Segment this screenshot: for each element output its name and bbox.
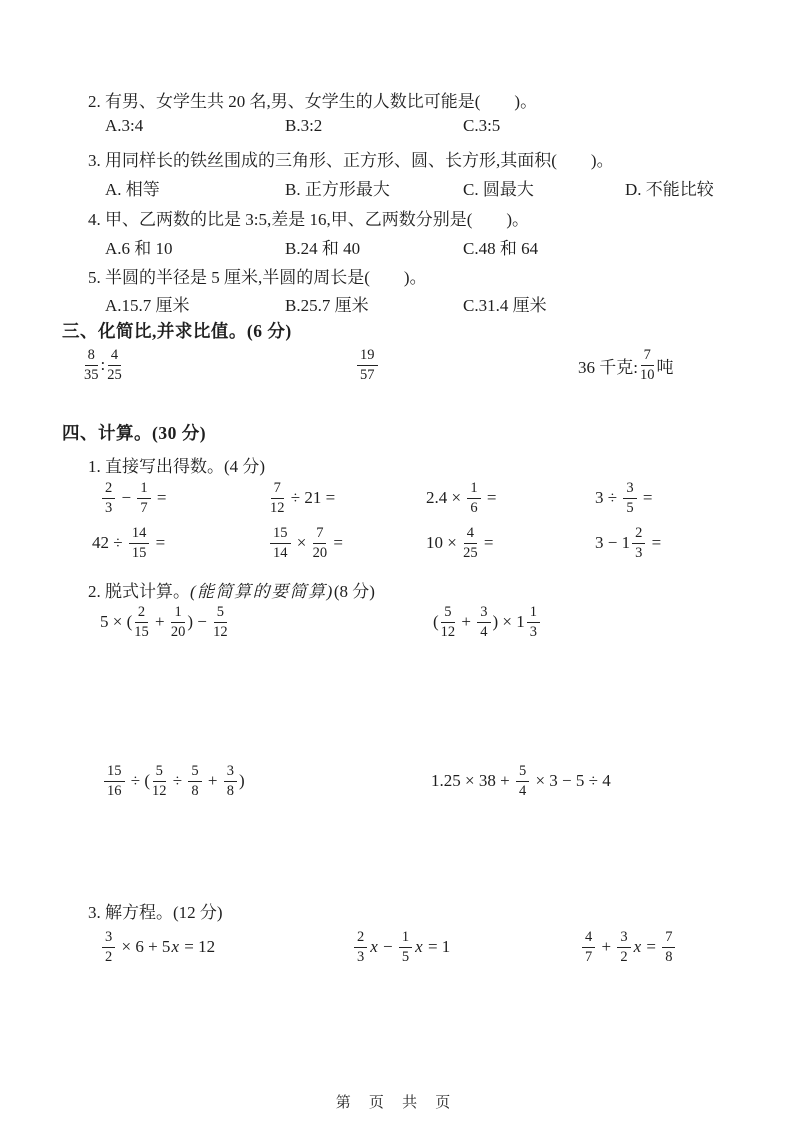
math-text: 10 × <box>426 533 462 552</box>
math-text: 2.4 × <box>426 488 466 507</box>
fraction-denominator: 7 <box>140 499 148 516</box>
fraction-numerator: 3 <box>102 929 115 948</box>
fraction <box>107 347 122 383</box>
math-text: ÷ ( <box>126 771 150 790</box>
offform-item-3 <box>102 759 245 803</box>
fraction <box>399 929 412 965</box>
fraction <box>467 480 480 516</box>
offform-item-2 <box>433 600 542 644</box>
direct-computation-heading: 1. 直接写出得数。(4 分) <box>88 457 266 476</box>
math-text: 吨 <box>656 357 674 377</box>
fraction-denominator: 12 <box>213 623 228 640</box>
math-text: ÷ <box>168 771 187 790</box>
fraction <box>516 763 529 799</box>
fraction <box>137 480 150 516</box>
math-text: − <box>378 937 397 956</box>
fraction-numerator: 3 <box>224 763 237 782</box>
fraction <box>527 604 540 640</box>
math-text: 42 ÷ <box>92 533 127 552</box>
math-text: × 6 + 5 <box>117 937 171 956</box>
offform-points: (8 分) <box>333 582 375 601</box>
fraction-numerator: 4 <box>582 929 595 948</box>
fraction-numerator: 4 <box>464 525 477 544</box>
question-2-option-c: C.3:5 <box>463 116 501 135</box>
fraction <box>270 525 291 561</box>
question-5-option-a: A.15.7 厘米 <box>105 296 190 315</box>
math-text: ÷ 21 = <box>286 488 336 507</box>
math-text: 3 − 1 <box>595 533 631 552</box>
fraction-numerator: 8 <box>85 347 98 366</box>
fraction-numerator: 1 <box>467 480 480 499</box>
math-text: 3 ÷ <box>595 488 622 507</box>
fraction-denominator: 8 <box>665 948 673 965</box>
fraction-numerator: 15 <box>104 763 125 782</box>
fraction-denominator: 5 <box>626 499 634 516</box>
fraction-denominator: 8 <box>226 782 234 799</box>
direct-item-7 <box>426 521 493 565</box>
fraction <box>354 929 367 965</box>
math-text: ) − <box>187 612 212 631</box>
question-2-option-a: A.3:4 <box>105 116 144 135</box>
equation-item-2 <box>352 925 450 969</box>
fraction-denominator: 4 <box>480 623 488 640</box>
math-text: = 12 <box>179 937 216 956</box>
math-text: − <box>117 488 136 507</box>
fraction-numerator: 4 <box>108 347 121 366</box>
fraction-denominator: 12 <box>440 623 456 640</box>
equation-item-1 <box>100 925 215 969</box>
question-4-option-c: C.48 和 64 <box>463 239 539 258</box>
fraction-numerator: 7 <box>641 347 654 366</box>
fraction <box>152 763 167 799</box>
direct-item-4 <box>595 476 652 520</box>
direct-item-2 <box>268 476 335 520</box>
fraction <box>617 929 630 965</box>
fraction <box>441 604 456 640</box>
fraction-denominator: 3 <box>635 544 643 561</box>
fraction-numerator: 1 <box>399 929 412 948</box>
math-text: = <box>152 488 167 507</box>
fraction-numerator: 14 <box>129 525 150 544</box>
direct-item-1 <box>100 476 166 520</box>
fraction-denominator: 57 <box>360 366 375 383</box>
fraction <box>129 525 150 561</box>
question-3-stem: 3. 用同样长的铁丝围成的三角形、正方形、圆、长方形,其面积( )。 <box>88 151 614 170</box>
fraction-numerator: 5 <box>214 604 227 623</box>
fraction <box>270 480 285 516</box>
fraction-numerator: 5 <box>188 763 201 782</box>
page-footer: 第 页 共 页 <box>335 1094 458 1111</box>
math-text: ) × 1 <box>492 612 525 631</box>
math-text: ) <box>238 771 245 790</box>
fraction-numerator: 3 <box>477 604 490 623</box>
fraction <box>102 929 115 965</box>
fraction-numerator: 1 <box>171 604 184 623</box>
fraction-denominator: 16 <box>107 782 122 799</box>
simplify-ratio-item-2 <box>355 343 380 387</box>
fraction-denominator: 12 <box>152 782 167 799</box>
fraction-denominator: 25 <box>107 366 122 383</box>
question-5-option-b: B.25.7 厘米 <box>285 296 369 315</box>
fraction-numerator: 19 <box>357 347 378 366</box>
offform-computation-heading <box>88 577 375 602</box>
fraction-denominator: 2 <box>105 948 113 965</box>
question-3-option-a: A. 相等 <box>105 180 160 199</box>
question-4-stem: 4. 甲、乙两数的比是 3:5,差是 16,甲、乙两数分别是( )。 <box>88 210 530 229</box>
direct-item-8 <box>595 521 661 565</box>
fraction-denominator: 5 <box>401 948 410 965</box>
fraction <box>463 525 478 561</box>
math-text: = <box>642 937 661 956</box>
math-text: + <box>203 771 222 790</box>
fraction <box>224 763 237 799</box>
math-variable: x <box>171 937 179 956</box>
fraction <box>213 604 228 640</box>
fraction-denominator: 4 <box>518 782 527 799</box>
question-3-option-b: B. 正方形最大 <box>285 180 390 199</box>
fraction-denominator: 20 <box>170 623 186 640</box>
math-text: = <box>329 533 343 552</box>
fraction-denominator: 2 <box>620 948 628 965</box>
offform-label: 2. 脱式计算。 <box>88 582 190 601</box>
offform-note: (能简算的要简算) <box>190 582 334 601</box>
math-variable: x <box>633 937 642 956</box>
math-text: + <box>150 612 169 631</box>
question-3-option-d: D. 不能比较 <box>625 180 714 199</box>
section-3-heading: 三、化简比,并求比值。(6 分) <box>62 321 292 341</box>
fraction-denominator: 6 <box>470 499 478 516</box>
question-3-option-c: C. 圆最大 <box>463 180 534 199</box>
fraction <box>188 763 201 799</box>
fraction-numerator: 2 <box>102 480 115 499</box>
fraction <box>357 347 378 383</box>
math-text: = <box>482 488 497 507</box>
fraction-numerator: 5 <box>441 604 454 623</box>
direct-item-6 <box>268 521 343 565</box>
question-5-stem: 5. 半圆的半径是 5 厘米,半圆的周长是( )。 <box>88 268 427 287</box>
math-text: + <box>597 937 616 956</box>
fraction-numerator: 1 <box>137 480 150 499</box>
math-text: = <box>638 488 653 507</box>
fraction-denominator: 3 <box>105 499 113 516</box>
math-text: 36 千克: <box>578 357 638 377</box>
math-variable: x <box>370 937 378 956</box>
math-variable: x <box>415 937 423 956</box>
fraction <box>623 480 636 516</box>
equation-item-3 <box>580 925 677 969</box>
fraction <box>134 604 149 640</box>
fraction <box>104 763 125 799</box>
question-5-option-c: C.31.4 厘米 <box>463 296 547 315</box>
question-2-stem: 2. 有男、女学生共 20 名,男、女学生的人数比可能是( )。 <box>88 92 538 111</box>
fraction-numerator: 15 <box>270 525 291 544</box>
fraction-numerator: 2 <box>135 604 148 623</box>
math-text: × 3 − 5 ÷ 4 <box>531 771 611 790</box>
fraction-numerator: 5 <box>153 763 166 782</box>
fraction-numerator: 1 <box>527 604 540 623</box>
simplify-ratio-item-1 <box>82 343 124 387</box>
question-4-option-a: A.6 和 10 <box>105 239 173 258</box>
question-4-option-b: B.24 和 40 <box>285 239 361 258</box>
fraction <box>582 929 595 965</box>
math-text: : <box>100 355 106 374</box>
fraction-denominator: 14 <box>273 544 288 561</box>
offform-item-1 <box>100 600 230 644</box>
fraction-denominator: 35 <box>84 366 99 383</box>
fraction <box>313 525 328 561</box>
math-text: + <box>457 612 476 631</box>
simplify-ratio-item-3 <box>578 343 673 387</box>
fraction-denominator: 20 <box>312 544 328 561</box>
section-4-heading: 四、计算。(30 分) <box>62 423 207 443</box>
math-text: 5 × ( <box>100 612 133 631</box>
direct-item-3 <box>426 476 496 520</box>
fraction-numerator: 2 <box>354 929 367 948</box>
fraction <box>84 347 99 383</box>
fraction <box>477 604 490 640</box>
fraction <box>632 525 645 561</box>
fraction-numerator: 3 <box>617 929 630 948</box>
fraction-denominator: 3 <box>357 948 365 965</box>
fraction-denominator: 12 <box>270 499 285 516</box>
fraction-numerator: 7 <box>662 929 675 948</box>
direct-item-5 <box>92 521 165 565</box>
fraction-denominator: 15 <box>134 623 149 640</box>
fraction-numerator: 7 <box>271 480 284 499</box>
math-text: = 1 <box>423 937 451 956</box>
fraction <box>662 929 675 965</box>
math-text: 1.25 × 38 + <box>431 771 514 790</box>
fraction-denominator: 25 <box>463 544 478 561</box>
math-text: ( <box>433 612 439 631</box>
fraction-numerator: 3 <box>623 480 636 499</box>
question-2-option-b: B.3:2 <box>285 116 323 135</box>
fraction <box>171 604 186 640</box>
math-text: = <box>647 533 662 552</box>
fraction <box>102 480 115 516</box>
fraction-numerator: 7 <box>313 525 326 544</box>
fraction-denominator: 8 <box>191 782 199 799</box>
fraction-denominator: 3 <box>529 623 538 640</box>
fraction-numerator: 2 <box>632 525 645 544</box>
fraction-denominator: 7 <box>585 948 593 965</box>
math-text: × <box>292 533 311 552</box>
offform-item-4 <box>431 759 611 803</box>
math-text: = <box>151 533 166 552</box>
fraction-denominator: 15 <box>131 544 147 561</box>
fraction-denominator: 10 <box>639 366 655 383</box>
math-text: = <box>479 533 494 552</box>
fraction-numerator: 5 <box>516 763 529 782</box>
solve-equations-heading: 3. 解方程。(12 分) <box>88 903 223 922</box>
fraction <box>640 347 655 383</box>
